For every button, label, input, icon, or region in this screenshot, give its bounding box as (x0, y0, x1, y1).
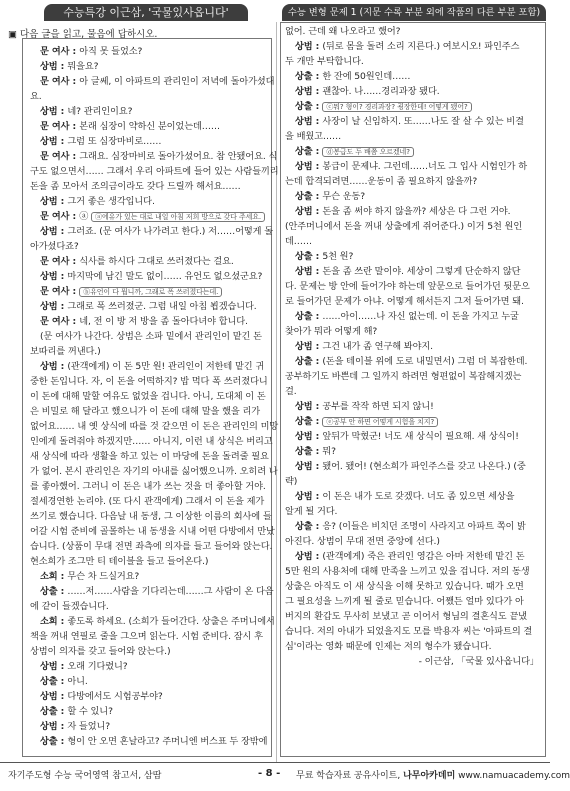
dialogue-text: 마지막에 남긴 말도 없이…… 유언도 없으셨군요? (67, 271, 263, 282)
passage-line (30, 119, 268, 134)
dialogue-text: ……저……사람을 기다리는데……그 사람이 온 다음 (67, 586, 274, 597)
passage-line (30, 269, 268, 284)
dialogue-text: 아직 못 들었소? (79, 46, 143, 57)
footer-textbook-label: 자기주도형 수능 국어영역 참고서, 삼땀 (8, 771, 162, 781)
dialogue-text: 돈을 좀 쓰란 말이야. 세상이 그렇게 단순하지 않단 (322, 266, 521, 277)
speaker-name: 상범 : (295, 161, 323, 172)
passage-line: 습니다. (상품이 무대 전면 좌측에 의자를 들고 들어와 앉는다. (30, 541, 273, 552)
passage-line (30, 719, 268, 734)
passage-line: 심'이라는 영화 때문에 인제는 저의 형수가 됐습니다. (285, 641, 492, 652)
speaker-name: 상출 : (295, 446, 323, 457)
section-tab-title: 수능특강 이근삼, '국물있사옵니다' (44, 4, 248, 21)
dialogue-text: (돈을 테이블 위에 도로 내밀면서) 그럼 더 복잡한데. (322, 356, 528, 367)
passage-line (30, 74, 275, 89)
dialogue-text: 됐어. 됐어! (현소희가 파인주스를 갖고 나온다.) (중 (322, 461, 526, 472)
passage-line (30, 284, 268, 299)
dialogue-text: 무슨 차 드실거요? (67, 571, 140, 582)
passage-line (285, 204, 541, 219)
passage-line (30, 194, 268, 209)
passage-line: 공부하기도 바쁜데 그 일까지 하려면 형편없이 복잡해지겠는 (285, 371, 522, 382)
passage-line (285, 459, 541, 474)
dialogue-text: 식사를 하시다 그대로 쓰러졌다는 걸요. (79, 256, 234, 267)
passage-line (285, 429, 541, 444)
speaker-name: 문 여사 : (40, 76, 80, 87)
dialogue-text: (관객에게) 죽은 관리인 영감은 아마 저한테 맡긴 돈 (322, 551, 525, 562)
speaker-name: 상범 : (40, 226, 68, 237)
speaker-name: 상범 : (40, 721, 68, 732)
passage-line: 없어요…… 내 옛 상식에 따를 것 같으면 이 돈은 관리인의 미망 (30, 421, 279, 432)
dialogue-text: 그러죠. (문 여사가 나가려고 한다.) 저……어떻게 돌 (67, 226, 273, 237)
speaker-name: 상범 : (295, 116, 323, 127)
passage-line (30, 569, 268, 584)
passage-line: 현소희가 조그만 티 테이블을 들고 들어온다.) (30, 556, 209, 567)
passage-line: 요. (30, 91, 42, 102)
speaker-name: 상출 : (295, 101, 323, 112)
passage-line (285, 159, 541, 174)
speaker-name: 상출 : (295, 356, 323, 367)
dialogue-text: 네? 관리인이요? (67, 106, 133, 117)
speaker-name: 상범 : (40, 106, 68, 117)
speaker-name: 상출 : (295, 146, 323, 157)
passage-line: 절세경연한 논리야. (또 다시 관객에게) 그래서 이 돈을 제가 (30, 496, 265, 507)
passage-line: 에 같이 들겠습니다. (30, 601, 109, 612)
speaker-name: 상범 : (295, 86, 323, 97)
passage-line: 버지의 환갑도 무사히 보냈고 곧 이어서 형님의 결혼식도 끝냈 (285, 611, 527, 622)
passage-line: 걸. (285, 386, 297, 397)
passage-line: 상범이 의자를 갖고 들어와 앉는다.) (30, 646, 171, 657)
passage-line (285, 399, 541, 414)
dialogue-text: 봉급이 문제냐. 그런데……너도 그 입사 시험인가 하 (322, 161, 527, 172)
dialogue-text: 그래요. 심장마비로 돌아가셨어요. 참 안됐어요. 식 (79, 151, 278, 162)
passage-line: 중한 돈입니다. 자, 이 돈을 어떡하지? 밥 먹다 폭 쓰러졌다니 (30, 376, 268, 387)
dialogue-text: 자 들었니? (67, 721, 111, 732)
boxed-hint: ⓔ공부 안 하면 어떻게 시험을 치지? (322, 417, 438, 427)
dialogue-text: 그럼 또 심장마비로…… (67, 136, 162, 147)
column-divider (276, 22, 277, 762)
speaker-name: 상출 : (295, 416, 323, 427)
dialogue-text: 그건 내가 좀 연구해 봐야지. (322, 341, 433, 352)
passage-line: 이 돈에 대해 말할 여유도 없었을 겁니다. 아니, 도대체 이 돈 (30, 391, 266, 402)
passage-line (285, 549, 541, 564)
dialogue-text: (뒤로 몸을 돌려 소리 지른다.) 여보시오! 파인주스 (322, 41, 520, 52)
speaker-name: 상범 : (40, 271, 68, 282)
dialogue-text: 그래로 폭 쓰러졌군. 그럼 내일 아침 뵙겠습니다. (67, 301, 257, 312)
passage-line: 아가셨다죠? (30, 241, 79, 252)
speaker-name: 상출 : (295, 521, 323, 532)
speaker-name: 상범 : (40, 61, 68, 72)
speaker-name: 상출 : (40, 736, 68, 747)
speaker-name: 문 여사 : (40, 211, 80, 222)
passage-line (30, 254, 268, 269)
footer-site-prefix: 무료 학습자료 공유사이트, (296, 771, 401, 781)
passage-line (30, 209, 268, 224)
passage-line (30, 299, 268, 314)
dialogue-text: 5천 원? (322, 251, 354, 262)
passage-line (30, 134, 268, 149)
dialogue-text: 돈을 좀 써야 하지 않을까? 세상은 다 그런 거야. (322, 206, 511, 217)
speaker-name: 상출 : (40, 586, 68, 597)
dialogue-text: 공부를 작작 하면 되지 않니! (322, 401, 434, 412)
dialogue-text: 응? (이들은 비치던 조명이 사라지고 아파트 쪽이 밝 (322, 521, 526, 532)
speaker-name: 문 여사 : (40, 256, 80, 267)
passage-line: 상출은 아직도 이 새 상식을 이해 못하고 있습니다. 때가 오면 (285, 581, 524, 592)
passage-line (30, 104, 268, 119)
speaker-name: 상범 : (40, 661, 68, 672)
speaker-name: 상출 : (295, 191, 323, 202)
passage-line (285, 339, 541, 354)
speaker-name: 상범 : (295, 266, 323, 277)
passage-line: 다. 문제는 방 안에 들어가야 하는데 앞문으로 들어가던 뒷문으 (285, 281, 530, 292)
speaker-name: 상범 : (40, 361, 68, 372)
passage-line: 어갈 시험 준비에 골몰하는 내 동생을 시내 어떤 다방에서 만났 (30, 526, 275, 537)
dialogue-text: ……아이……나 자신 없는데. 이 돈을 가지고 누굴 (322, 311, 519, 322)
passage-line (30, 224, 273, 239)
speaker-name: 상범 : (40, 136, 68, 147)
passage-line (30, 44, 268, 59)
speaker-name: 상출 : (295, 251, 323, 262)
passage-line (285, 519, 541, 534)
dialogue-text: 한 잔에 50원인데…… (322, 71, 411, 82)
speaker-name: 상범 : (295, 341, 323, 352)
passage-line (30, 689, 268, 704)
footer-site-brand: 나무아카데미 (403, 771, 456, 781)
passage-line (285, 264, 541, 279)
passage-line: 데…… (285, 236, 312, 247)
passage-line: 인에게 돌려줘야 하겠지만…… 아니지, 이런 내 상식은 버리고 (30, 436, 273, 447)
passage-line: 가 없어. 본시 관리인은 자기의 아내를 싫어했으니까. 오히려 나 (30, 466, 278, 477)
instruction-text: ▣ 다음 글을 읽고, 물음에 답하시오. (8, 29, 158, 40)
dialogue-text: 다방에서도 시험공부야? (67, 691, 163, 702)
passage-line (285, 249, 541, 264)
speaker-name: 문 여사 : (40, 286, 80, 297)
speaker-name: 상출 : (40, 706, 68, 717)
passage-line (285, 99, 541, 114)
passage-line: 새 상식에 따라 생활을 하고 있는 이 마당에 돈을 돌려줄 필요 (30, 451, 269, 462)
passage-line: 없어. 근데 왜 나오라고 했어? (285, 26, 401, 37)
passage-line (285, 444, 541, 459)
passage-line: 책을 꺼내 연필로 줄을 그으며 읽는다. 시험 준비다. 잠시 후 (30, 631, 263, 642)
question-tab-title: 수능 변형 문제 1 (지문 수록 부분 외에 작품의 다른 부분 포함) (282, 4, 546, 21)
passage-line: 쓰기로 했습니다. 다음날 내 동생, 그 이상한 이름의 회사에 들 (30, 511, 272, 522)
dialogue-text: 본래 심장이 약하신 분이었는데…… (79, 121, 220, 132)
speaker-name: 문 여사 : (40, 46, 80, 57)
dialogue-text: 아 글쎄, 이 아파트의 관리인이 저녁에 돌아가셨대 (79, 76, 275, 87)
passage-line: 을 배웠고…… (285, 131, 342, 142)
speaker-name: 상범 : (40, 691, 68, 702)
passage-line: 알게 될 거다. (285, 506, 338, 517)
footer-site (296, 768, 570, 781)
passage-line (285, 84, 541, 99)
passage-line: 그 필요성을 느끼게 될 줄로 믿습니다. 어쨌든 얼마 있다가 아 (285, 596, 524, 607)
passage-line (285, 489, 541, 504)
speaker-name: 상범 : (295, 431, 323, 442)
passage-right-column (285, 24, 541, 754)
boxed-hint: ⓑ유언이 다 뭡니까, 그래로 폭 쓰러졌다는데. (79, 287, 222, 297)
passage-line (285, 144, 541, 159)
dialogue-text: 이 돈은 내가 도로 갖겠다. 너도 좀 있으면 세상을 (322, 491, 515, 502)
passage-line: 돈을 좀 모아서 조의금이라도 갖다 드릴까 해서요…… (30, 181, 241, 192)
passage-line (30, 674, 268, 689)
speaker-name: 상범 : (295, 551, 323, 562)
passage-line (285, 414, 541, 429)
passage-line: 는데 합격되려면……운동이 좀 필요하지 않을까? (285, 176, 478, 187)
passage-line: 보따리를 꺼낸다.) (30, 346, 101, 357)
speaker-name: 상범 : (40, 196, 68, 207)
passage-line: 찾아가 뭐라 어떻게 해? (285, 326, 378, 337)
speaker-name: 상출 : (295, 71, 323, 82)
passage-line (285, 39, 541, 54)
speaker-name: 상출 : (295, 311, 323, 322)
boxed-hint: ⓐ에유가 있는 대로 내일 아침 저희 방으로 갖다 주세요. (91, 212, 265, 222)
dialogue-text: 네, 전 이 방 저 방을 좀 돌아다녀야 합니다. (79, 316, 248, 327)
passage-line (30, 59, 268, 74)
speaker-name: 상범 : (295, 491, 323, 502)
passage-line: 습니다. 저의 아내가 되었을지도 모를 박용자 씨는 '아파트의 결 (285, 626, 533, 637)
passage-line (30, 614, 275, 629)
passage-left-column (30, 44, 279, 752)
speaker-name: 문 여사 : (40, 151, 80, 162)
speaker-name: 상범 : (40, 301, 68, 312)
passage-line (30, 734, 268, 749)
passage-line: 5만 원의 사용처에 대해 만족을 느끼고 있을 겁니다. 저의 동생 (285, 566, 530, 577)
boxed-hint: ⓓ봉급도 두 배쯤 오르겠네? (322, 147, 414, 157)
passage-line: - 이근삼, 「국물 있사옵니다」 (418, 656, 539, 667)
dialogue-text: 오래 기다렸니? (67, 661, 128, 672)
dialogue-text: 뭐? (322, 446, 336, 457)
passage-line (30, 149, 278, 164)
passage-line: 두 개만 부탁합니다. (285, 56, 364, 67)
passage-line: 로 들어가던 문제가 아냐. 어떻게 해서든지 그저 들어가면 돼. (285, 296, 524, 307)
speaker-name: 상범 : (295, 206, 323, 217)
passage-line (285, 189, 541, 204)
passage-line: 구도 없으면서…… 그래서 우리 아파트에 들어 있는 사람들끼리 (30, 166, 279, 177)
passage-line (30, 314, 268, 329)
passage-line: (문 여사가 나간다. 상범은 소파 밑에서 관리인이 맡긴 돈 (40, 331, 262, 342)
passage-line: 은 비밀로 해 달라고 했으니가 이 돈에 대해 말을 했을 리가 (30, 406, 261, 417)
footer-rule (0, 762, 550, 763)
dialogue-text: 할 수 있니? (67, 706, 113, 717)
speaker-name: 문 여사 : (40, 121, 80, 132)
passage-line (285, 354, 541, 369)
speaker-name: 소희 : (40, 571, 68, 582)
passage-line (285, 114, 541, 129)
page-number: - 8 - (258, 768, 281, 779)
passage-line (30, 704, 268, 719)
passage-line: (안주머니에서 돈을 꺼내 상출에게 쥐어준다.) 이거 5천 원인 (285, 221, 523, 232)
dialogue-text: 형이 안 오면 혼날라고? 주머니엔 버스표 두 장밖에 (67, 736, 268, 747)
speaker-name: 상범 : (295, 461, 323, 472)
passage-line: 아진다. 상범이 무대 전면 중앙에 선다.) (285, 536, 440, 547)
footer-site-url[interactable]: www.namuacademy.com (458, 771, 570, 781)
dialogue-text: 사장이 날 신임하지. 또……나도 잘 살 수 있는 비결 (322, 116, 524, 127)
passage-line (30, 584, 274, 599)
dialogue-text: 좋도록 하세요. (소희가 들어간다. 상출은 주머니에서 (67, 616, 275, 627)
boxed-hint: ⓒ뭐? 형이? 경리과장? 굉장한데! 어떻게 됐어? (322, 102, 471, 112)
speaker-name: 상출 : (40, 676, 68, 687)
dialogue-text: 그거 좋은 생각입니다. (67, 196, 155, 207)
passage-line (30, 659, 268, 674)
dialogue-text: 무슨 운동? (322, 191, 366, 202)
dialogue-text: ⓐ (79, 211, 92, 222)
speaker-name: 상범 : (295, 401, 323, 412)
dialogue-text: 아니. (67, 676, 88, 687)
passage-line (30, 359, 268, 374)
dialogue-text: 괜찮아. 나……경리과장 됐다. (322, 86, 440, 97)
speaker-name: 소희 : (40, 616, 68, 627)
passage-line: 를 좋아했어. 그러니 이 돈은 내가 쓰는 것을 더 좋아할 거야. (30, 481, 266, 492)
passage-line (285, 309, 541, 324)
speaker-name: 문 여사 : (40, 316, 80, 327)
dialogue-text: 뭐을요? (67, 61, 99, 72)
speaker-name: 상범 : (295, 41, 323, 52)
passage-line: 략) (285, 476, 298, 487)
dialogue-text: (관객에게) 이 돈 5만 원! 관리인이 저한테 맡긴 귀 (67, 361, 265, 372)
passage-line (285, 69, 541, 84)
dialogue-text: 앞뒤가 막혔군! 너도 새 상식이 필요해. 새 상식이! (322, 431, 519, 442)
